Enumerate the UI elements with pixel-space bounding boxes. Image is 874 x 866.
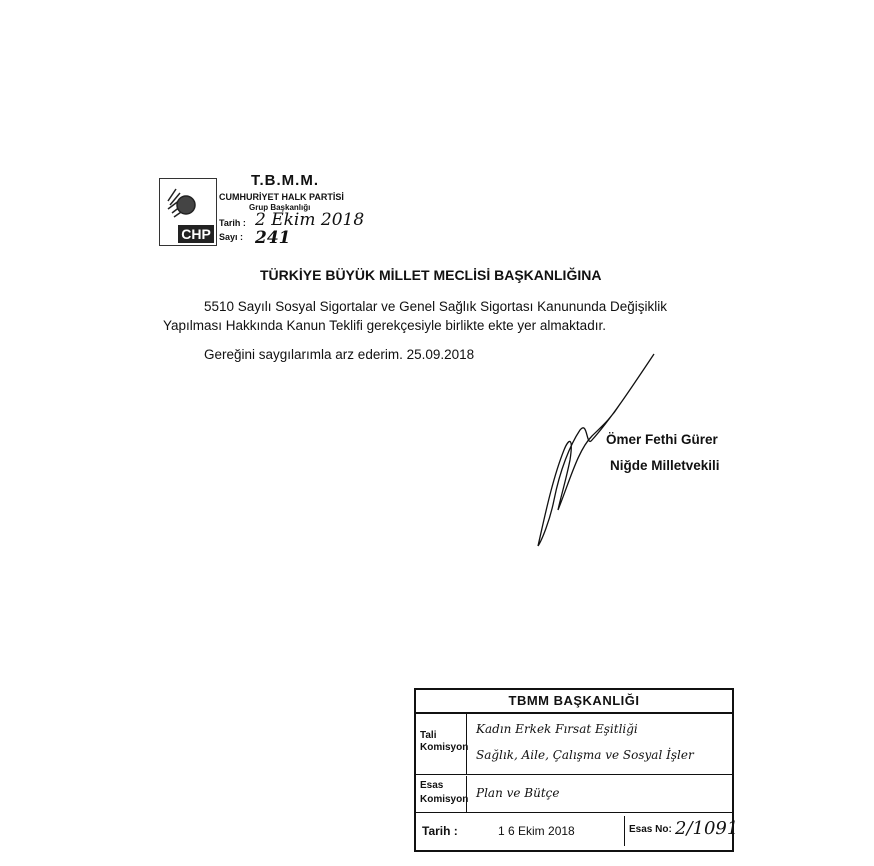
chp-logo-icon bbox=[159, 178, 217, 246]
tbmm-registry-box bbox=[414, 688, 739, 852]
tarih-label: Tarih : bbox=[422, 824, 458, 838]
signature-scribble bbox=[530, 350, 660, 550]
signatory-title: Niğde Milletvekili bbox=[610, 458, 720, 473]
document-title: TÜRKİYE BÜYÜK MİLLET MECLİSİ BAŞKANLIĞINA bbox=[260, 267, 602, 283]
party-stamp bbox=[155, 172, 375, 250]
logo-text: CHP bbox=[181, 226, 211, 242]
esas-komisyon-label bbox=[416, 776, 467, 812]
esas-no-cell bbox=[624, 816, 739, 846]
tali-komisyon-row bbox=[416, 714, 732, 775]
stamp-date-label: Tarih : bbox=[219, 218, 246, 228]
registry-box-header: TBMM BAŞKANLIĞI bbox=[416, 690, 732, 714]
paragraph-1-line-2: Yapılması Hakkında Kanun Teklifi gerekçesiyle birlikte ekte yer almaktadır. bbox=[163, 318, 606, 333]
stamp-no-handwritten: 241 bbox=[255, 228, 291, 248]
paragraph-1-line-1: 5510 Sayılı Sosyal Sigortalar ve Genel Sağlık Sigortası Kanununda Değişiklik bbox=[204, 299, 668, 314]
tarih-row bbox=[416, 814, 739, 850]
tali-label-line-1: Tali bbox=[420, 730, 437, 741]
esas-label-line-1: Esas bbox=[420, 780, 444, 791]
esas-komisyon-value: Plan ve Bütçe bbox=[476, 786, 560, 800]
stamp-no-label: Sayı : bbox=[219, 232, 244, 242]
esas-no-value: 2/1091 bbox=[675, 818, 739, 839]
esas-komisyon-row bbox=[416, 776, 732, 813]
stamp-group: Grup Başkanlığı bbox=[249, 203, 311, 212]
tarih-value: 1 6 Ekim 2018 bbox=[498, 824, 575, 838]
stamp-title: T.B.M.M. bbox=[251, 172, 319, 189]
tali-komisyon-2: Sağlık, Aile, Çalışma ve Sosyal İşler bbox=[476, 748, 694, 762]
stamp-date-handwritten: 2 Ekim 2018 bbox=[255, 210, 365, 230]
stamp-party: CUMHURİYET HALK PARTİSİ bbox=[219, 192, 344, 202]
tali-komisyon-label bbox=[416, 714, 467, 774]
signatory-name: Ömer Fethi Gürer bbox=[606, 432, 718, 447]
esas-no-label: Esas No: bbox=[629, 824, 672, 835]
tali-label-line-2: Komisyon bbox=[420, 742, 469, 753]
esas-label-line-2: Komisyon bbox=[420, 794, 469, 805]
paragraph-2: Gereğini saygılarımla arz ederim. 25.09.2018 bbox=[204, 347, 475, 362]
tali-komisyon-1: Kadın Erkek Fırsat Eşitliği bbox=[476, 722, 638, 736]
